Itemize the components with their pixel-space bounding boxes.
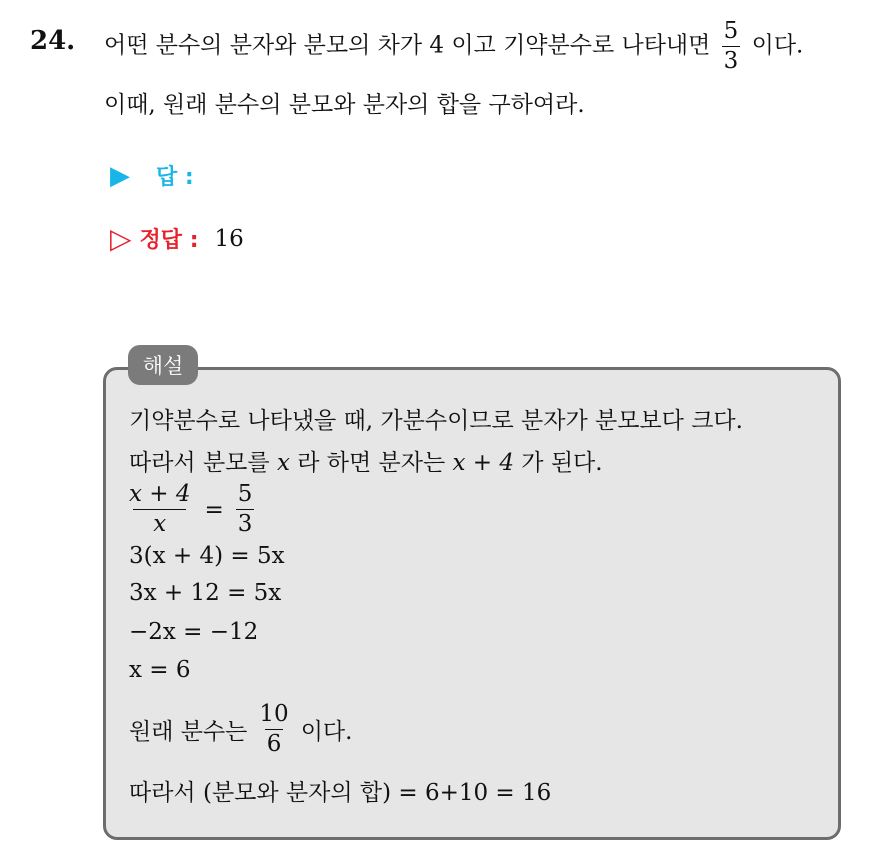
equation-fraction-right <box>236 483 255 536</box>
fraction-numerator: x + 4 <box>129 481 191 507</box>
fraction-denominator: 3 <box>237 511 253 537</box>
fraction-denominator: 6 <box>266 731 282 757</box>
solution-text: 따라서 분모를 <box>129 450 270 476</box>
solution-line-2 <box>129 444 603 477</box>
question-line-2: 이때, 원래 분수의 분모와 분자의 합을 구하여라. <box>104 92 585 118</box>
fraction-denominator: 3 <box>723 48 739 74</box>
equals-sign: = <box>204 496 224 523</box>
expression: x + 4 <box>452 450 514 476</box>
fraction-numerator: 5 <box>723 18 739 44</box>
solution-final-line: 따라서 (분모와 분자의 합) = 6+10 = 16 <box>129 780 552 806</box>
solution-text: 이다. <box>300 719 353 745</box>
solution-tab: 해설 <box>128 345 198 385</box>
equation-2: 3(x + 4) = 5x <box>129 543 285 569</box>
solution-text: 원래 분수는 <box>129 719 248 745</box>
solution-text: 가 된다. <box>521 450 603 476</box>
correct-answer-label: 정답 : <box>139 228 199 253</box>
equation-3: 3x + 12 = 5x <box>129 580 282 606</box>
question-number: 24. <box>30 26 76 56</box>
equation-1 <box>127 483 258 536</box>
solution-line-1: 기약분수로 나타냈을 때, 가분수이므로 분자가 분모보다 크다. <box>129 408 743 434</box>
variable-x: x <box>276 450 290 476</box>
answer-row <box>110 160 210 191</box>
question-text: 어떤 분수의 분자와 분모의 차가 4 이고 기약분수로 나타내면 <box>104 32 711 59</box>
outline-arrow-icon: ▷ <box>110 222 132 255</box>
play-arrow-icon: ▶ <box>110 160 130 191</box>
correct-answer-value: 16 <box>214 225 244 252</box>
question-text-end: 이다. <box>751 32 804 59</box>
solution-text: 라 하면 분자는 <box>297 450 446 476</box>
equation-fraction-left <box>127 483 193 536</box>
fraction-numerator: 5 <box>237 481 253 507</box>
fraction-numerator: 10 <box>259 701 289 727</box>
correct-answer-row <box>110 222 244 255</box>
fraction-denominator: x <box>133 509 186 536</box>
original-fraction <box>257 703 290 756</box>
question-line-1 <box>104 20 803 73</box>
equation-4: −2x = −12 <box>129 619 259 645</box>
equation-5: x = 6 <box>129 657 191 683</box>
question-fraction <box>722 20 741 73</box>
original-fraction-line <box>129 703 352 756</box>
answer-label: 답 : <box>156 165 194 190</box>
